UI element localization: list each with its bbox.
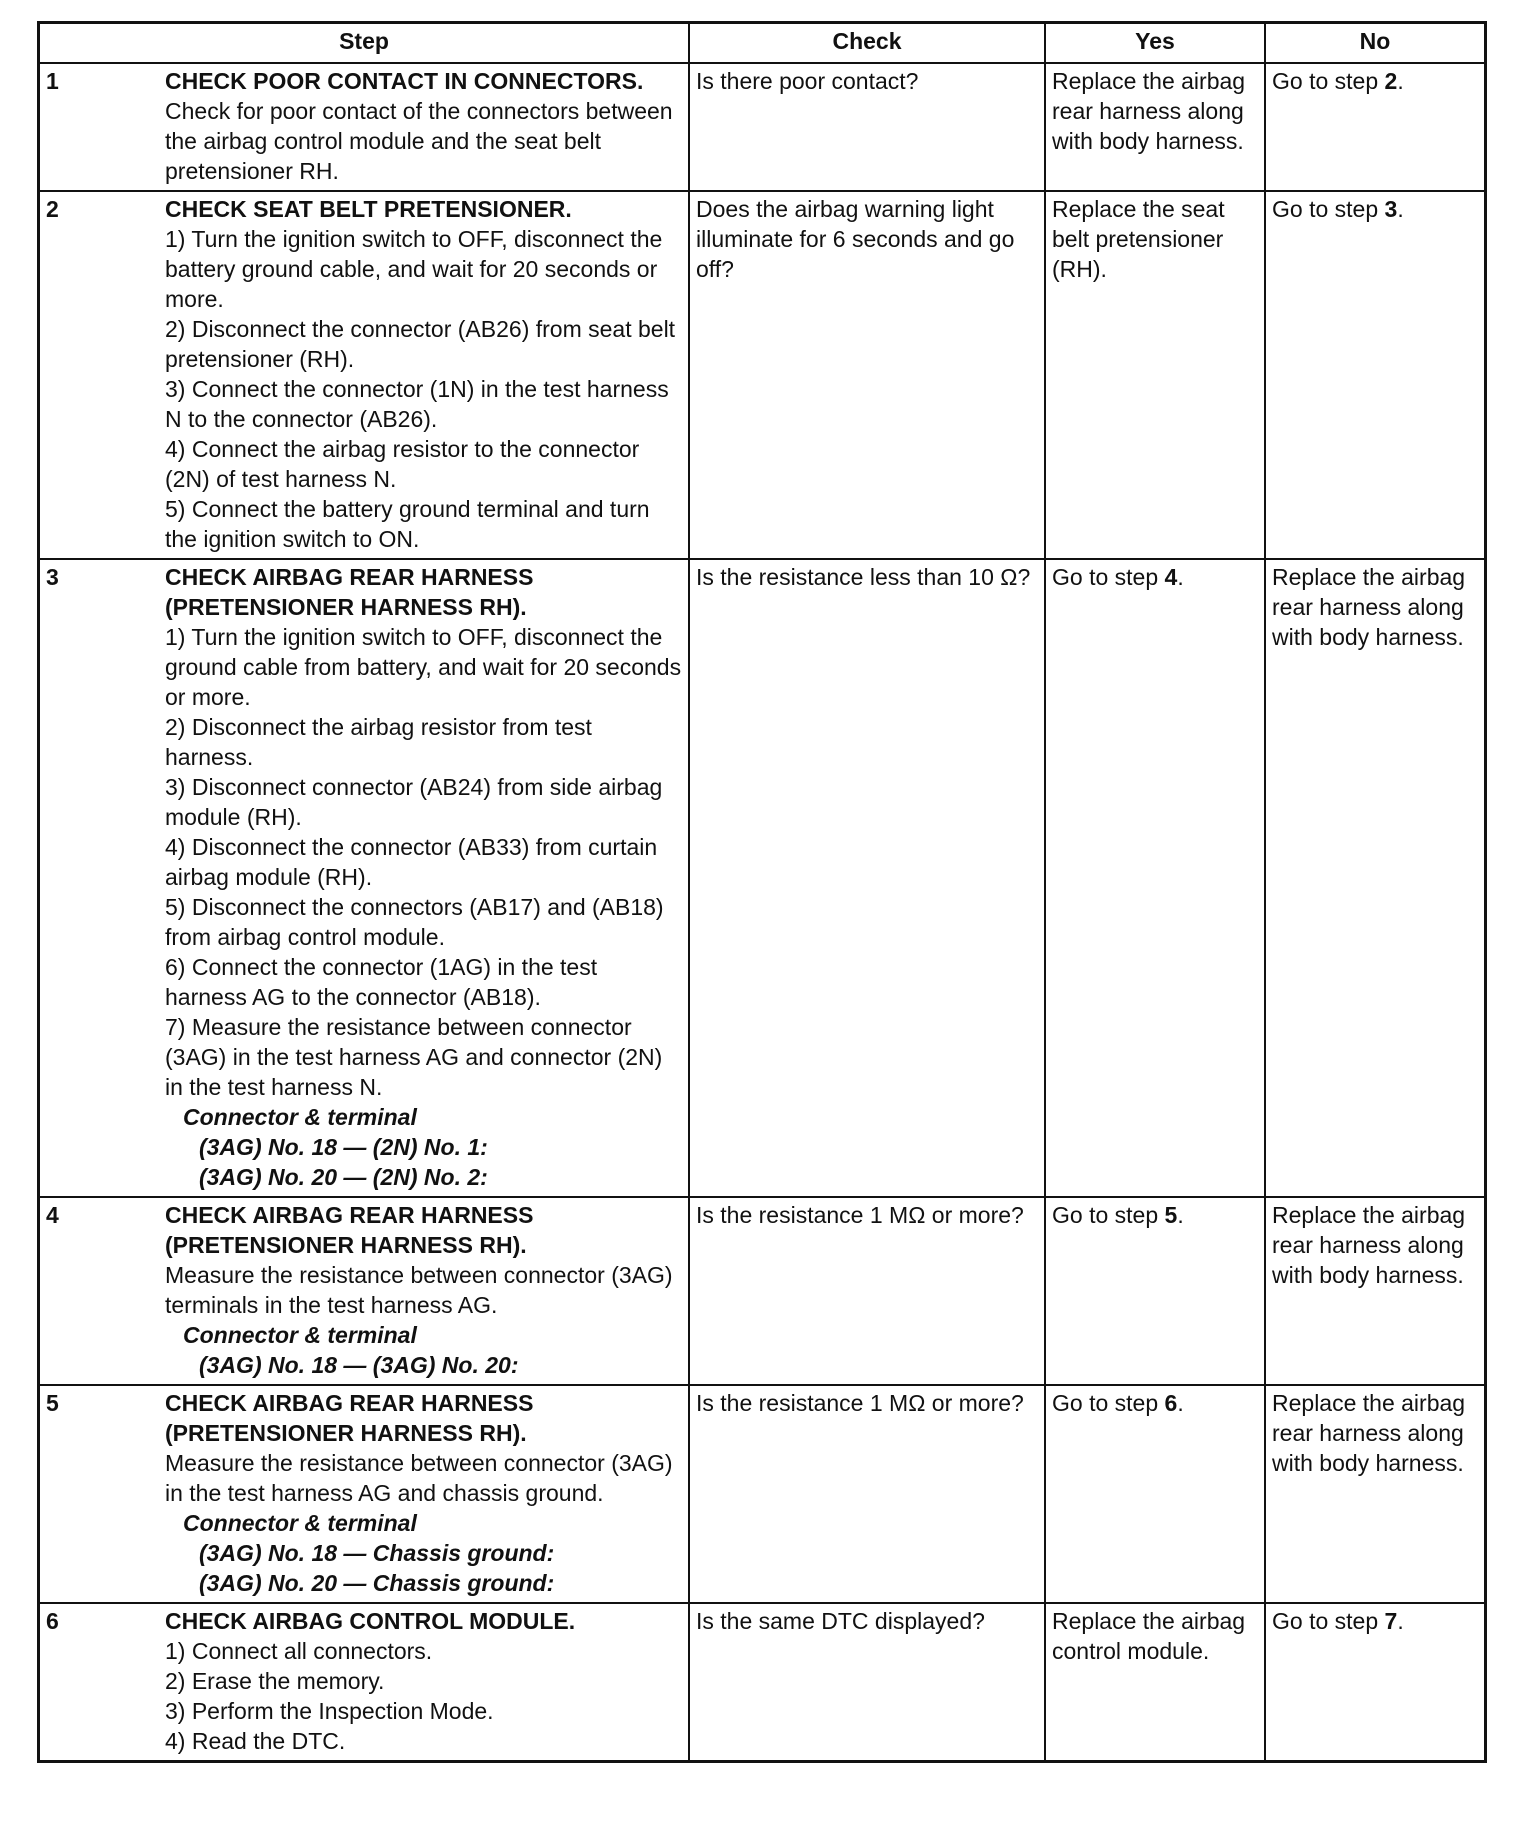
step-line: 4) Disconnect the connector (AB33) from curtain airbag module (RH). xyxy=(165,834,658,890)
yes-cell: Replace the seat belt pretensioner (RH). xyxy=(1045,191,1265,559)
step-line: Measure the resistance between connector (3AG) terminals in the test harness AG. xyxy=(165,1262,673,1318)
step-line: Check for poor contact of the connectors between the airbag control module and the seat belt pretensioner RH. xyxy=(165,98,673,184)
step-description xyxy=(159,1197,689,1385)
no-cell xyxy=(1265,1603,1485,1761)
header-no: No xyxy=(1265,23,1485,63)
step-line: 1) Turn the ignition switch to OFF, disconnect the battery ground cable, and wait for 20 seconds or more. xyxy=(165,226,663,312)
step-description xyxy=(159,559,689,1197)
step-line: 5) Connect the battery ground terminal and turn the ignition switch to ON. xyxy=(165,496,650,552)
no-cell xyxy=(1265,191,1485,559)
no-cell: Replace the airbag rear harness along with body harness. xyxy=(1265,559,1485,1197)
no-suffix: . xyxy=(1397,196,1404,222)
no-step-ref: 3 xyxy=(1384,196,1398,222)
check-cell: Is the resistance 1 MΩ or more? xyxy=(689,1385,1045,1603)
yes-prefix: Go to step xyxy=(1052,564,1165,590)
table-row xyxy=(39,1385,1485,1603)
yes-step-ref: 6 xyxy=(1164,1390,1178,1416)
header-step: Step xyxy=(39,23,689,63)
step-line: 3) Connect the connector (1N) in the test harness N to the connector (AB26). xyxy=(165,376,669,432)
step-line: 3) Perform the Inspection Mode. xyxy=(165,1698,494,1724)
yes-step-ref: 4 xyxy=(1164,564,1178,590)
step-line: 3) Disconnect connector (AB24) from side airbag module (RH). xyxy=(165,774,663,830)
step-description xyxy=(159,191,689,559)
step-line: 2) Erase the memory. xyxy=(165,1668,385,1694)
step-title: CHECK AIRBAG REAR HARNESS (PRETENSIONER HARNESS RH). xyxy=(165,564,534,620)
yes-step-ref: 5 xyxy=(1164,1202,1178,1228)
step-number: 4 xyxy=(39,1197,159,1385)
connector-terminal-label: Connector & terminal xyxy=(183,1322,417,1348)
connector-terminal-item: (3AG) No. 18 — Chassis ground: xyxy=(199,1540,555,1566)
no-cell xyxy=(1265,63,1485,191)
step-title: CHECK POOR CONTACT IN CONNECTORS. xyxy=(165,68,644,94)
yes-cell xyxy=(1045,1197,1265,1385)
step-line: Measure the resistance between connector (3AG) in the test harness AG and chassis ground. xyxy=(165,1450,673,1506)
table-row xyxy=(39,191,1485,559)
step-title: CHECK SEAT BELT PRETENSIONER. xyxy=(165,196,572,222)
yes-prefix: Go to step xyxy=(1052,1202,1165,1228)
connector-terminal-item: (3AG) No. 20 — Chassis ground: xyxy=(199,1570,555,1596)
step-line: 2) Disconnect the connector (AB26) from seat belt pretensioner (RH). xyxy=(165,316,676,372)
no-step-ref: 2 xyxy=(1384,68,1398,94)
yes-suffix: . xyxy=(1177,1202,1184,1228)
step-line: 4) Connect the airbag resistor to the connector (2N) of test harness N. xyxy=(165,436,640,492)
yes-cell: Replace the airbag rear harness along with body harness. xyxy=(1045,63,1265,191)
no-prefix: Go to step xyxy=(1272,1608,1385,1634)
step-number: 3 xyxy=(39,559,159,1197)
step-description xyxy=(159,1385,689,1603)
check-cell: Is the same DTC displayed? xyxy=(689,1603,1045,1761)
no-prefix: Go to step xyxy=(1272,196,1385,222)
no-suffix: . xyxy=(1397,68,1404,94)
step-line: 6) Connect the connector (1AG) in the test harness AG to the connector (AB18). xyxy=(165,954,598,1010)
step-line: 5) Disconnect the connectors (AB17) and (AB18) from airbag control module. xyxy=(165,894,664,950)
check-cell: Does the airbag warning light illuminate for 6 seconds and go off? xyxy=(689,191,1045,559)
connector-terminal-item: (3AG) No. 18 — (2N) No. 1: xyxy=(199,1134,488,1160)
header-row xyxy=(39,23,1485,63)
yes-prefix: Go to step xyxy=(1052,1390,1165,1416)
no-suffix: . xyxy=(1397,1608,1404,1634)
step-description xyxy=(159,1603,689,1761)
step-line: 2) Disconnect the airbag resistor from test harness. xyxy=(165,714,592,770)
table-row xyxy=(39,559,1485,1197)
connector-terminal-label: Connector & terminal xyxy=(183,1510,417,1536)
table-row xyxy=(39,63,1485,191)
table-row xyxy=(39,1603,1485,1761)
connector-terminal-item: (3AG) No. 18 — (3AG) No. 20: xyxy=(199,1352,519,1378)
step-title: CHECK AIRBAG REAR HARNESS (PRETENSIONER HARNESS RH). xyxy=(165,1202,534,1258)
step-number: 5 xyxy=(39,1385,159,1603)
check-cell: Is there poor contact? xyxy=(689,63,1045,191)
yes-suffix: . xyxy=(1177,1390,1184,1416)
yes-suffix: . xyxy=(1177,564,1184,590)
no-cell: Replace the airbag rear harness along with body harness. xyxy=(1265,1385,1485,1603)
step-title: CHECK AIRBAG REAR HARNESS (PRETENSIONER HARNESS RH). xyxy=(165,1390,534,1446)
header-check: Check xyxy=(689,23,1045,63)
diagnostic-table xyxy=(38,22,1486,1762)
connector-terminal-item: (3AG) No. 20 — (2N) No. 2: xyxy=(199,1164,488,1190)
yes-cell xyxy=(1045,1385,1265,1603)
step-number: 6 xyxy=(39,1603,159,1761)
yes-cell xyxy=(1045,559,1265,1197)
no-prefix: Go to step xyxy=(1272,68,1385,94)
header-yes: Yes xyxy=(1045,23,1265,63)
table-row xyxy=(39,1197,1485,1385)
no-cell: Replace the airbag rear harness along with body harness. xyxy=(1265,1197,1485,1385)
step-line: 4) Read the DTC. xyxy=(165,1728,346,1754)
step-line: 7) Measure the resistance between connector (3AG) in the test harness AG and connector (2N) in the test harness N. xyxy=(165,1014,663,1100)
check-cell: Is the resistance less than 10 Ω? xyxy=(689,559,1045,1197)
step-number: 1 xyxy=(39,63,159,191)
connector-terminal-label: Connector & terminal xyxy=(183,1104,417,1130)
step-line: 1) Connect all connectors. xyxy=(165,1638,433,1664)
step-title: CHECK AIRBAG CONTROL MODULE. xyxy=(165,1608,576,1634)
yes-cell: Replace the airbag control module. xyxy=(1045,1603,1265,1761)
step-description xyxy=(159,63,689,191)
check-cell: Is the resistance 1 MΩ or more? xyxy=(689,1197,1045,1385)
no-step-ref: 7 xyxy=(1384,1608,1398,1634)
step-number: 2 xyxy=(39,191,159,559)
step-line: 1) Turn the ignition switch to OFF, disconnect the ground cable from battery, and wait for 20 seconds or more. xyxy=(165,624,682,710)
